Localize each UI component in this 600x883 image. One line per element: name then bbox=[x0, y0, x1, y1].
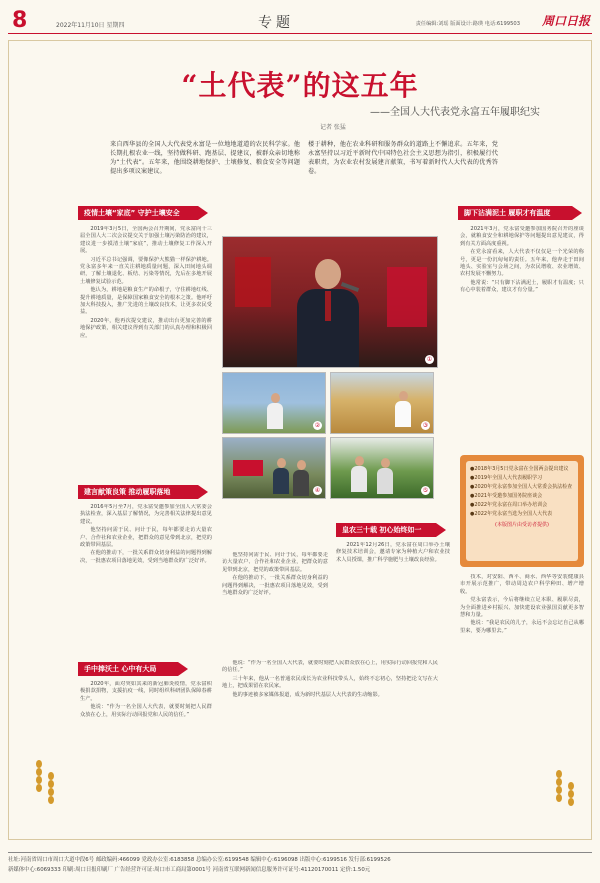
footer-license-line: 新媒体中心:6069333 印刷:周口日报印刷厂 广告经营许可证:周口市工商局第0001号 河南省互联网新闻信息服务许可证号:41120170011 定价:1.50元 bbox=[8, 867, 371, 873]
red-banner bbox=[233, 460, 263, 476]
paragraph: 他说：“我是农民的儿子，永远不会忘记自己从哪里来，要为哪里去。” bbox=[460, 620, 584, 634]
paragraph: 2021年3月，党永富受邀参加国务院召开的座谈会，就粮食安全和耕地保护等问题提出意见建议，得到有关方面高度重视。 bbox=[460, 226, 584, 247]
paragraph: 他坚持问需于民、问计于民，每年都要走访大量农户、合作社和农业企业，把群众的意见带到北京，把党的政策带回基层。 bbox=[222, 552, 328, 573]
paragraph: 在他的推动下，一批关系群众切身利益的问题得到解决，一批惠农项目落地见效，受到当地群众的广泛好评。 bbox=[222, 575, 328, 597]
section-heading-thirty-years: 皇农三十载 初心始终如一 bbox=[336, 523, 436, 537]
paragraph: 他的事迹被多家媒体报道，成为新时代基层人大代表的生动缩影。 bbox=[232, 691, 383, 698]
paragraph: 2016年5月至7月，党永富受邀参加全国人大常委会执法检查，深入基层了解情况，为完善相关法律提出意见建议。 bbox=[80, 504, 212, 525]
field-inspection-photo bbox=[222, 372, 326, 434]
paragraph: 他坚持问需于民、问计于民，每年都要走访大量农户、合作社和农业企业，把群众的意见带到北京，把党的政策带回基层。 bbox=[80, 527, 212, 549]
section-heading-soil-in-hand: 手中捧沃土 心中有大局 bbox=[78, 662, 178, 676]
lead-paragraph-right: 楼于耕种，他在农业科研和服务群众的道路上不懈追求。五年来，党永富坚持以习近平新时代中国特色社会主义思想为指引，积极履行代表职责，为农业农村发展建言献策，书写着新时代人大代表的优秀答卷。 bbox=[308, 141, 498, 175]
paragraph: 2021年12月26日，党永富在周口举办土壤修复技术培训会，邀请专家为种植大户和农业技术人员授课，推广科学施肥与土壤改良经验。 bbox=[336, 542, 450, 563]
wheat-field-photo bbox=[330, 372, 434, 434]
paragraph: 2019年3月5日，全国两会召开期间，党永富向十三届全国人大二次会议提交关于加强土壤污染防治的建议，建议进一步摸清土壤“家底”，推动土壤修复工作深入开展。 bbox=[80, 226, 212, 255]
section-body-soil-in-hand bbox=[80, 681, 212, 831]
photo-number: ② bbox=[314, 422, 321, 429]
timeline-item: ●2022年党永富在周口举办培训会 bbox=[470, 502, 548, 508]
page-footer bbox=[8, 852, 592, 875]
person-figure bbox=[267, 393, 283, 429]
page-header bbox=[8, 6, 592, 34]
timeline-box bbox=[460, 455, 584, 567]
middle-lower-text bbox=[222, 660, 438, 830]
photo-number: ⑤ bbox=[422, 487, 429, 494]
middle-column-text bbox=[222, 552, 328, 656]
paragraph: 他说：“作为一名全国人大代表，就要时刻把人民群众放在心上，用实际行动回报党和人民的信任。” bbox=[222, 660, 438, 674]
wheat-decoration-icon bbox=[556, 770, 562, 810]
backdrop-flag bbox=[235, 257, 271, 307]
backdrop-flag bbox=[387, 267, 427, 327]
photo-number: ③ bbox=[422, 422, 429, 429]
person-figure bbox=[273, 458, 289, 494]
timeline-item: ●2018年3月5日党永富在全国两会提出建议 bbox=[470, 466, 569, 472]
paragraph: 在党永富看来，人大代表不仅仅是一个光荣的称号，更是一份沉甸甸的责任。五年来，他奔走于田间地头、实验室与会场之间，为农民增收、农业增效、农村发展不懈努力。 bbox=[460, 249, 584, 278]
right-lower-text bbox=[460, 574, 584, 830]
paragraph: 技术，对安阳、西平、商水、西华等安装健康县市开展示范推广，带动周边农户科学种田、增产增收。 bbox=[460, 574, 584, 595]
person-figure bbox=[395, 391, 411, 427]
paragraph: 党永富表示，今后将继续立足本职、履职尽责，为全面推进乡村振兴、加快建设农业强国贡献更多智慧和力量。 bbox=[460, 597, 584, 619]
wheat-decoration-icon bbox=[48, 772, 54, 812]
person-figure bbox=[351, 456, 367, 492]
footer-contact-line: 社址:河南省周口市周口大道中段6号 邮政编码:466099 党政办公室:6183858 总编办公室:6199548 编辑中心:6196098 出版中心:6199516 发行部:6199526 bbox=[8, 857, 391, 863]
section-body-thirty-years bbox=[336, 542, 450, 656]
wheat-decoration-icon bbox=[568, 782, 574, 822]
greenhouse-photo bbox=[330, 437, 434, 499]
timeline-item: ●2021年受邀参加国务院座谈会 bbox=[470, 493, 543, 499]
speaker-figure bbox=[297, 259, 359, 368]
page-number: 8 bbox=[12, 8, 28, 33]
speaker-photo bbox=[222, 236, 438, 368]
issue-date: 2022年11月10日 星期四 bbox=[56, 22, 125, 29]
paragraph: 三十年来，他从一名普通农民成长为农业科技带头人，始终不忘初心，坚持把论文写在大地上，把成果留在农民家。 bbox=[222, 675, 438, 690]
section-name: 专题 bbox=[258, 15, 294, 31]
person-figure bbox=[293, 460, 309, 496]
wheat-decoration-icon bbox=[36, 760, 42, 800]
paragraph: 2020年，面对突如其来的新冠肺炎疫情，党永富积极捐款捐物，支援抗疫一线，同时组织科研团队保障春耕生产。 bbox=[80, 681, 212, 702]
paper-logo: 周口日报 bbox=[541, 14, 590, 28]
photo-number: ④ bbox=[314, 487, 321, 494]
byline: 记者 张猛 bbox=[320, 124, 346, 131]
paragraph: 他认为，耕地是粮食生产的命根子，守住耕地红线、提升耕地质量，是保障国家粮食安全的根本之策。他呼吁加大科技投入，推广先进的土壤改良技术，让更多农民受益。 bbox=[80, 287, 212, 316]
paragraph: 2020年，他再次提交建议，推动出台更加完善的耕地保护政策，相关建议得到有关部门的认真办理和积极回应。 bbox=[80, 317, 212, 339]
timeline-item: ●2022年党永富当选为全国人大代表 bbox=[470, 511, 553, 517]
person-figure bbox=[377, 458, 393, 494]
section-body-mud-feet bbox=[460, 226, 584, 450]
lead-paragraph-left: 来自西华县的全国人大代表党永富是一位地地道道的农民科学家。他长期扎根农业一线，坚持做科研、跑基层、提建议，被群众亲切地称为“土代表”。五年来，他围绕耕地保护、土壤修复、粮食安全等问题提出多项议案建议。 bbox=[110, 141, 300, 175]
editor-credits: 责任编辑:刘瑶 版面设计:路瑛 电话:6199503 bbox=[415, 21, 520, 27]
section-heading-advice: 建言献策良策 推动履职落地 bbox=[78, 485, 198, 499]
headline-subtitle: ——全国人大代表党永富五年履职纪实 bbox=[370, 107, 540, 118]
timeline-footnote: (本版图片由受访者提供) bbox=[495, 522, 549, 528]
timeline-item: ●2020年党永富参加全国人大常委会执法检查 bbox=[470, 484, 573, 490]
paragraph: 在他的推动下，一批关系群众切身利益的问题得到解决，一批惠农项目落地见效，受到当地群众的广泛好评。 bbox=[80, 550, 212, 564]
photo-number: ① bbox=[426, 356, 433, 363]
timeline-item: ●2019年全国人大代表履职学习 bbox=[470, 475, 543, 481]
section-body-advice bbox=[80, 504, 212, 654]
section-heading-mud-feet: 脚下沾满泥土 履职才有温度 bbox=[458, 206, 572, 220]
section-heading-soil: 疫情土壤“家底” 守护土壤安全 bbox=[78, 206, 198, 220]
banner-photo bbox=[222, 437, 326, 499]
paragraph: 他说：“作为一名全国人大代表，就要时刻把人民群众放在心上，用实际行动回报党和人民的信任。” bbox=[80, 704, 212, 718]
section-body-soil bbox=[80, 226, 212, 478]
paragraph: 习近平总书记强调，要像保护大熊猫一样保护耕地。党永富多年来一直关注耕地质量问题，深入田间地头调研，了解土壤退化、板结、污染等情况，先后在多地开展土壤修复试验示范。 bbox=[80, 256, 212, 285]
headline-title: “土代表”的这五年 bbox=[181, 69, 419, 102]
paragraph: 他常说：“只有脚下沾满泥土，履职才有温度；只有心中装着群众，建议才有分量。” bbox=[460, 279, 584, 294]
